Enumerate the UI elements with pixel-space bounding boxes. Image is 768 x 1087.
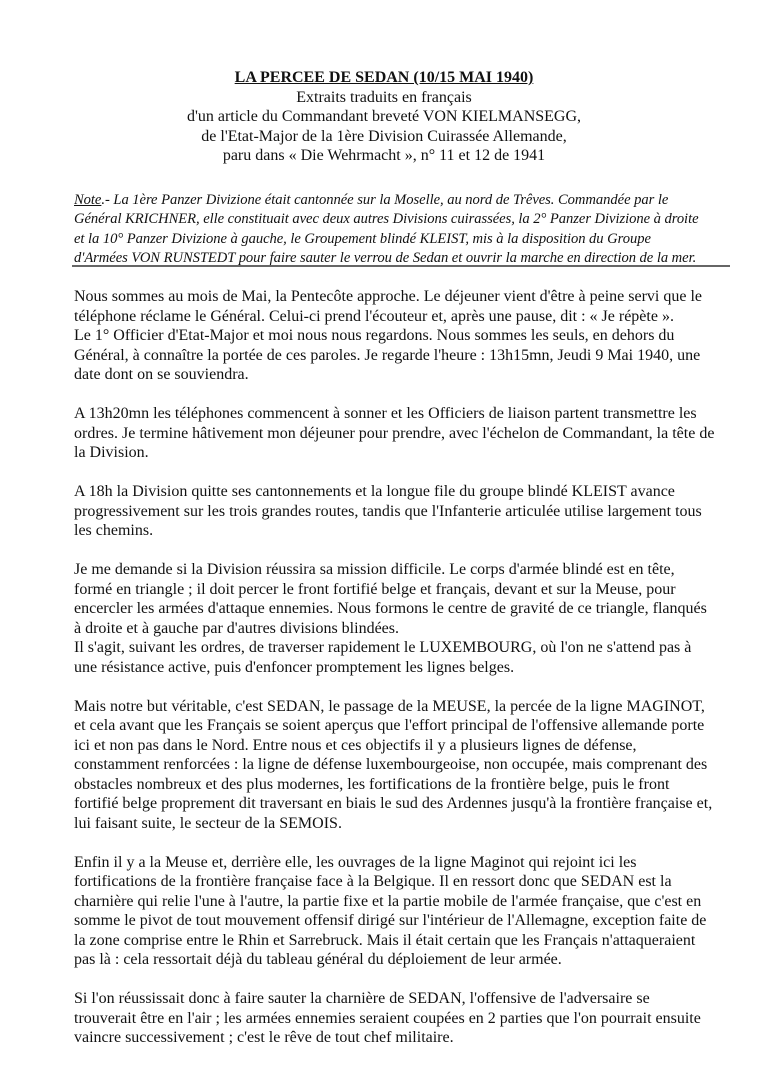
paragraph-line: ici et non pas dans le Nord. Entre nous et ces objectifs il y a plusieurs lignes de défense, [74,736,637,754]
subtitle-line: d'un article du Commandant breveté VON KIELMANSEGG, [186,108,582,126]
paragraph-line: Si l'on réussissait donc à faire sauter la charnière de SEDAN, l'offensive de l'adversaire se [74,990,650,1007]
article-paragraph [74,560,739,677]
paragraph-line: obstacles nombreux et des plus modernes, les fortifications de la frontière belge, puis le front [74,775,670,793]
paragraph-line: Mais notre but véritable, c'est SEDAN, le passage de la MEUSE, la percée de la ligne MAGINOT, [74,697,705,715]
paragraph-line: constamment renforcées : la ligne de défense luxembourgeoise, non occupée, mais comprenant des [74,756,708,773]
paragraph-line: fortifié belge proprement dit traversant en biais le sud des Ardennes jusqu'à la frontière française et, [74,795,713,812]
paragraph-line: fortifications de la frontière française face à la Belgique. Il en ressort donc que SEDAN est la [74,873,672,890]
paragraph-line: Le 1° Officier d'Etat-Major et moi nous nous regardons. Nous sommes les seuls, en dehors du [74,327,675,344]
paragraph-line: A 13h20mn les téléphones commencent à sonner et les Officiers de liaison partent transmettre les [74,405,697,422]
article-body [74,287,739,1067]
subtitle-line: de l'Etat-Major de la 1ère Division Cuirassée Allemande, [201,127,567,145]
paragraph-line: progressivement sur les trois grandes routes, tandis que l'Infanterie articulée utilise largement tous [74,502,702,520]
paragraph-line: Je me demande si la Division réussira sa mission difficile. Le corps d'armée blindé est en tête, [74,561,675,578]
note-line: Général KRICHNER, elle constituait avec deux autres Divisions cuirassées, la 2° Panzer Divizione à droite [74,211,699,228]
editor-note [74,191,734,269]
paragraph-line: date dont on se souviendra. [74,366,249,383]
paragraph-line: Il s'agit, suivant les ordres, de traverser rapidement le LUXEMBOURG, où l'on ne s'attend pas à [74,639,692,656]
note-text: .- La 1ère Panzer Divizione était cantonnée sur la Moselle, au nord de Trêves. Commandée par le [101,192,669,208]
paragraph-line: les chemins. [74,522,154,539]
paragraph-line: et cela avant que les Français se soient aperçus que l'effort principal de l'offensive allemande porte [74,717,705,734]
article-paragraph [74,697,739,834]
paragraph-line: somme le pivot de tout mouvement offensif dirigé sur l'intérieur de l'Allemagne, exception faite de [74,912,707,929]
article-paragraph [74,482,739,541]
paragraph-line: téléphone réclame le Général. Celui-ci prend l'écouteur et, après une pause, dit : « Je répète ». [74,307,674,325]
paragraph-line: lui faisant suite, le secteur de la SEMOIS. [74,814,342,832]
note-line: d'Armées VON RUNSTEDT pour faire sauter le verrou de Sedan et ouvrir la marche en direction de la mer. [74,250,697,267]
paragraph-line: la zone comprise entre le Rhin et Sarrebruck. Mais il était certain que les Français n'attaqueraient [74,931,696,949]
note-line [74,191,734,210]
paragraph-line: à droite et à gauche par d'autres divisions blindées. [74,619,399,637]
article-paragraph [74,989,739,1048]
paragraph-line: formé en triangle ; il doit percer le front fortifié belge et français, devant et sur la Meuse, pour [74,580,676,598]
subtitle-line: paru dans « Die Wehrmacht », n° 11 et 12 de 1941 [222,147,546,165]
article-paragraph [74,287,739,385]
document-header [0,68,768,166]
article-paragraph [74,404,739,463]
paragraph-line: trouverait être en l'air ; les armées ennemies seraient coupées en 2 parties que l'on pourrait ensuite [74,1009,701,1027]
document-title: LA PERCEE DE SEDAN (10/15 MAI 1940) [234,69,534,86]
paragraph-line: Nous sommes au mois de Mai, la Pentecôte approche. Le déjeuner vient d'être à peine servi que le [74,288,702,305]
paragraph-line: encercler les armées d'attaque ennemies. Nous formons le centre de gravité de ce triangle, flanqués [74,600,707,617]
paragraph-line: Général, à connaître la portée de ces paroles. Je regarde l'heure : 13h15mn, Jeudi 9 Mai 1940, une [74,346,701,364]
paragraph-line: vaincre successivement ; c'est le rêve de tout chef militaire. [74,1029,454,1046]
note-label: Note [74,192,102,208]
note-line: et la 10° Panzer Divizione à gauche, le Groupement blindé KLEIST, mis à la disposition du Groupe [74,230,651,247]
subtitle-line: Extraits traduits en français [296,88,472,106]
paragraph-line: pas là : cela ressortait déjà du tableau général du déploiement de leur armée. [74,951,562,968]
paragraph-line: charnière qui relie l'une à l'autre, la partie fixe et la partie mobile de l'armée française, que c'est en [74,892,702,910]
article-paragraph [74,853,739,970]
note-divider [72,265,730,267]
paragraph-line: la Division. [74,444,149,461]
paragraph-line: une résistance active, puis d'enfoncer promptement les lignes belges. [74,658,515,676]
paragraph-line: ordres. Je termine hâtivement mon déjeuner pour prendre, avec l'échelon de Commandant, la tête de [74,424,715,442]
paragraph-line: Enfin il y a la Meuse et, derrière elle, les ouvrages de la ligne Maginot qui rejoint ici les [74,853,637,871]
paragraph-line: A 18h la Division quitte ses cantonnements et la longue file du groupe blindé KLEIST avance [74,483,675,500]
